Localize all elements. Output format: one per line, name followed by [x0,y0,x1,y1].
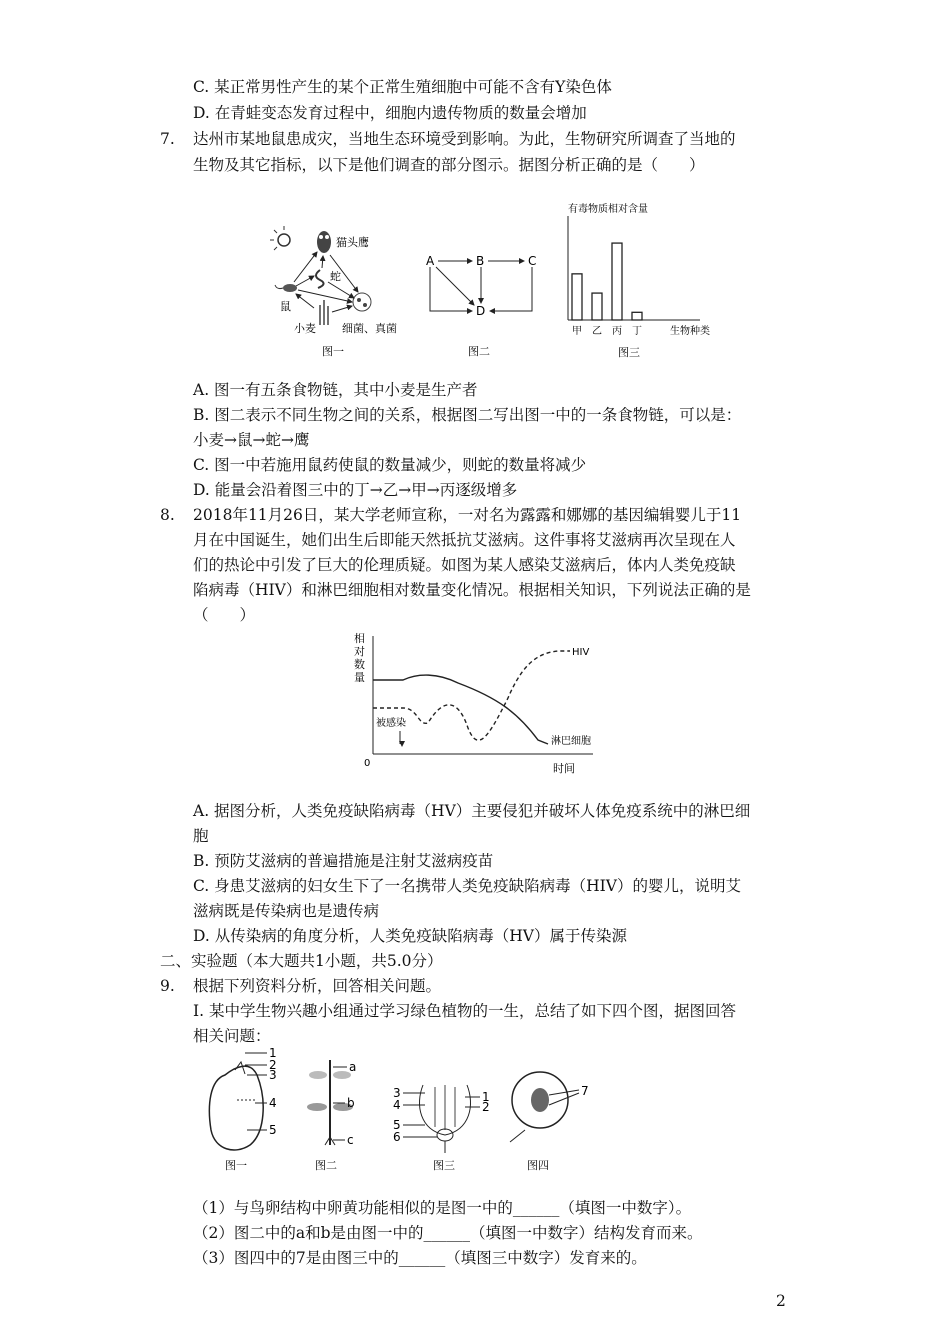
node-b: B [476,254,485,268]
seedling-label-a: a [349,1060,357,1074]
owl-icon [317,231,331,253]
seedling-figure [307,1060,356,1172]
chart-y-label: 有毒物质相对含量 [568,204,648,215]
infected-label: 被感染 [376,718,406,729]
q8-stem-line4: 陷病毒（HIV）和淋巴细胞相对数量变化情况。根据相关知识，下列说法正确的是 [193,581,751,599]
chart-x-label: 生物种类 [670,326,710,337]
q8-number: 8. [160,506,175,524]
graph-x-label: 时间 [553,762,575,775]
plant-figures [195,1045,615,1175]
seedling-label-c: c [347,1133,354,1147]
page-number: 2 [776,1292,786,1310]
seed-caption: 图一 [225,1159,247,1172]
q8-stem-line3: 们的热论中引发了巨大的伦理质疑。如图为某人感染艾滋病后，体内人类免疫缺 [193,556,736,574]
bar-label-4: 丁 [632,326,642,337]
decomposer-label: 细菌、真菌 [342,322,397,335]
q9-part1-line1: Ⅰ. 某中学生物兴趣小组通过学习绿色植物的一生，总结了如下四个图，据图回答 [193,1002,736,1020]
q7-option-b-line2: 小麦→鼠→蛇→鹰 [193,431,310,449]
seed-label-5: 5 [269,1123,277,1137]
toxin-bar-chart [560,198,710,363]
fig2-caption: 图二 [468,345,490,358]
fruit-figure [510,1072,589,1172]
q9-subquestion-3: （3）图四中的7是由图三中的______（填图三中数字）发育来的。 [193,1249,647,1267]
flower-label-2: 2 [482,1100,490,1114]
graph-y-char2: 对 [354,645,365,658]
snake-label: 蛇 [330,270,341,283]
q8-option-c-line2: 滋病既是传染病也是遗传病 [193,902,380,920]
seed-label-1: 1 [269,1046,277,1060]
flower-figure [393,1085,490,1172]
q8-stem-line5: （ ） [193,606,256,624]
q8-option-a-line2: 胞 [193,827,209,845]
wheat-icon [320,300,328,325]
seedling-caption: 图二 [315,1159,337,1172]
fruit-caption: 图四 [527,1159,549,1172]
seedling-label-b: b [347,1096,355,1110]
q9-subquestion-1: （1）与鸟卵结构中卵黄功能相似的是图一中的______（填图一中数字）。 [193,1199,692,1217]
node-a: A [426,254,435,268]
q9-number: 9. [160,977,175,995]
q8-stem-line2: 月在中国诞生，她们出生后即能天然抵抗艾滋病。这件事将艾滋病再次呈现在人 [193,531,736,549]
q8-option-a-line1: A. 据图分析，人类免疫缺陷病毒（HV）主要侵犯并破坏人体免疫系统中的淋巴细 [193,802,751,820]
lymphocyte-label: 淋巴细胞 [551,736,591,747]
snake-icon [316,270,324,288]
flower-label-5: 5 [393,1118,401,1132]
q6-option-c: C. 某正常男性产生的某个正常生殖细胞中可能不含有Y染色体 [193,78,612,96]
hiv-lymphocyte-graph [348,628,618,778]
node-d: D [476,304,486,318]
graph-y-char3: 数 [354,658,365,671]
seed-label-2: 2 [269,1058,277,1072]
lymphocyte-curve [373,675,548,744]
seed-figure [209,1046,276,1172]
bar-label-1: 甲 [572,326,582,337]
decomposer-icon [353,293,371,311]
q7-option-c: C. 图一中若施用鼠药使鼠的数量减少，则蛇的数量将减少 [193,456,587,474]
q9-part1-line2: 相关问题： [193,1027,271,1045]
q8-option-d: D. 从传染病的角度分析，人类免疫缺陷病毒（HV）属于传染源 [193,927,627,945]
food-web-figure [262,220,422,365]
flower-caption: 图三 [433,1159,455,1172]
q8-option-c-line1: C. 身患艾滋病的妇女生下了一名携带人类免疫缺陷病毒（HIV）的婴儿，说明艾 [193,877,741,895]
bar-1 [572,274,582,320]
q9-stem: 根据下列资料分析，回答相关问题。 [193,977,442,995]
flower-label-6: 6 [393,1130,401,1144]
seed-label-3: 3 [269,1068,277,1082]
fig3-caption: 图三 [618,346,640,359]
fig1-caption: 图一 [322,345,344,358]
q7-option-d: D. 能量会沿着图三中的丁→乙→甲→丙逐级增多 [193,481,518,499]
bar-label-2: 乙 [592,326,602,337]
q7-number: 7. [160,130,175,148]
mouse-icon [275,284,297,292]
bar-4 [632,312,642,320]
seed-label-4: 4 [269,1096,277,1110]
q7-stem-line1: 达州市某地鼠患成灾，当地生态环境受到影响。为此，生物研究所调查了当地的 [193,130,736,148]
q7-stem-line2: 生物及其它指标，以下是他们调查的部分图示。据图分析正确的是（ ） [193,156,705,174]
q8-option-b: B. 预防艾滋病的普遍措施是注射艾滋病疫苗 [193,852,494,870]
flower-label-1: 1 [482,1090,490,1104]
bar-3 [612,243,622,320]
relationship-diagram [420,245,545,365]
bar-label-3: 丙 [612,326,622,337]
q8-stem-line1: 2018年11月26日，某大学老师宣称，一对名为露露和娜娜的基因编辑婴儿于11 [193,506,742,524]
mouse-label: 鼠 [280,300,291,313]
q7-option-a: A. 图一有五条食物链，其中小麦是生产者 [193,381,478,399]
q6-option-d: D. 在青蛙变态发育过程中，细胞内遗传物质的数量会增加 [193,104,587,122]
node-c: C [528,254,537,268]
fruit-label-7: 7 [581,1084,589,1098]
q9-subquestion-2: （2）图二中的a和b是由图一中的______（填图一中数字）结构发育而来。 [193,1224,703,1242]
graph-origin: 0 [364,758,371,769]
hiv-label: HIV [572,647,590,658]
wheat-label: 小麦 [294,322,316,335]
bar-2 [592,293,602,320]
owl-label: 猫头鹰 [336,236,369,249]
q7-option-b-line1: B. 图二表示不同生物之间的关系，根据图二写出图一中的一条食物链，可以是： [193,406,742,424]
section-two-heading: 二、实验题（本大题共1小题，共5.0分） [160,952,443,970]
graph-y-char4: 量 [354,671,365,684]
graph-y-char1: 相 [354,632,365,645]
flower-label-3: 3 [393,1086,401,1100]
flower-label-4: 4 [393,1098,401,1112]
sun-icon [270,226,290,250]
